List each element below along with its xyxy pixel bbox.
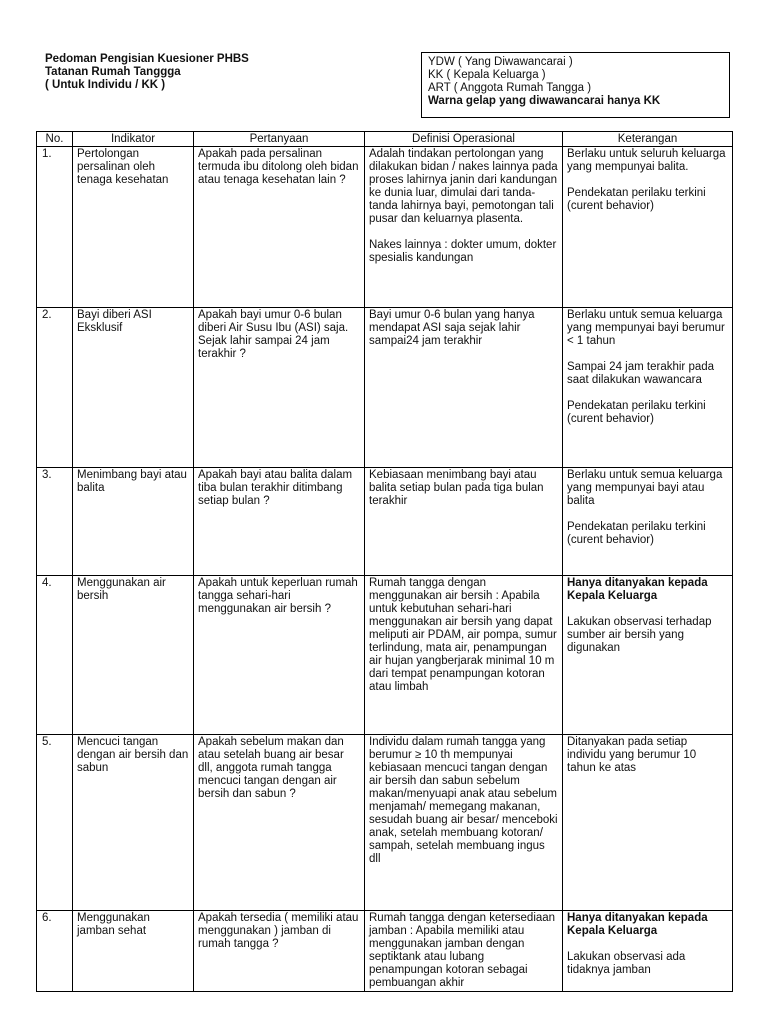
- definisi-paragraph: Adalah tindakan pertolongan yang dilakukan bidan / nakes lainnya pada proses lahirnya janin dari kandungan ke dunia luar, dimulai dari tanda-tanda lahirnya bayi, pemotongan tali pusar dan keluarnya plasenta.: [369, 148, 558, 225]
- definisi-paragraph: Nakes lainnya : dokter umum, dokter spesialis kandungan: [369, 239, 557, 264]
- row-keterangan: [563, 147, 733, 308]
- definisi-paragraph: Individu dalam rumah tangga yang berumur ≥ 10 th mempunyai kebiasaan mencuci tangan dengan air bersih dan sabun sebelum makan/menyuapi anak atau sebelum menjamah/ memegang makanan, sesudah buang air besar/ menceboki anak, setelah membuang kotoran/ sampah, setelah membuang ingus dll: [369, 736, 558, 865]
- keterangan-paragraph: Pendekatan perilaku terkini (curent behavior): [567, 521, 706, 546]
- row-pertanyaan: Apakah untuk keperluan rumah tangga sehari-hari menggunakan air bersih ?: [194, 576, 365, 735]
- row-pertanyaan: Apakah bayi atau balita dalam tiba bulan terakhir ditimbang setiap bulan ?: [194, 468, 365, 576]
- table-row: [37, 735, 733, 911]
- definisi-paragraph: Rumah tangga dengan ketersediaan jamban : Apabila memiliki atau menggunakan jamban dengan septiktank atau lubang penampungan kotoran sebagai pembuangan akhir: [369, 912, 556, 989]
- row-pertanyaan: Apakah tersedia ( memiliki atau menggunakan ) jamban di rumah tangga ?: [194, 911, 365, 992]
- row-indikator: Menimbang bayi atau balita: [73, 468, 194, 576]
- header-subtitle: Tatanan Rumah Tanggga: [45, 66, 181, 78]
- row-indikator: Pertolongan persalinan oleh tenaga kesehatan: [73, 147, 194, 308]
- keterangan-paragraph: Lakukan observasi ada tidaknya jamban: [567, 951, 686, 976]
- row-keterangan: [563, 308, 733, 468]
- column-header-definisi: Definisi Operasional: [365, 132, 563, 147]
- table-row: [37, 468, 733, 576]
- row-definisi: [365, 576, 563, 735]
- row-number: 3.: [37, 468, 73, 576]
- keterangan-paragraph: Berlaku untuk semua keluarga yang mempunyai bayi berumur < 1 tahun: [567, 309, 725, 347]
- header-title: Pedoman Pengisian Kuesioner PHBS: [45, 53, 249, 65]
- legend-note: Warna gelap yang diwawancarai hanya KK: [428, 95, 661, 107]
- column-header-no: No.: [37, 132, 73, 147]
- legend-art: ART ( Anggota Rumah Tangga ): [428, 82, 592, 94]
- table-row: [37, 308, 733, 468]
- row-number: 6.: [37, 911, 73, 992]
- keterangan-paragraph: Berlaku untuk semua keluarga yang mempunyai bayi atau balita: [567, 469, 723, 507]
- keterangan-paragraph: Sampai 24 jam terakhir pada saat dilakukan wawancara: [567, 361, 715, 386]
- row-number: 5.: [37, 735, 73, 911]
- header-scope: ( Untuk Individu / KK ): [45, 79, 166, 91]
- row-definisi: [365, 911, 563, 992]
- legend-ydw: YDW ( Yang Diwawancarai ): [428, 56, 573, 68]
- row-indikator: Mencuci tangan dengan air bersih dan sabun: [73, 735, 194, 911]
- table-row: [37, 576, 733, 735]
- row-indikator: Menggunakan air bersih: [73, 576, 194, 735]
- keterangan-paragraph: Berlaku untuk seluruh keluarga yang mempunyai balita.: [567, 148, 726, 173]
- definisi-paragraph: Rumah tangga dengan menggunakan air bersih : Apabila untuk kebutuhan sehari-hari menggunakan air bersih yang dapat meliputi air PDAM, air pompa, sumur terlindung, mata air, penampungan air hujan yangberjarak minimal 10 m dari tempat penampungan kotoran atau limbah: [369, 577, 557, 693]
- definisi-paragraph: Bayi umur 0-6 bulan yang hanya mendapat ASI saja sejak lahir sampai24 jam terakhir: [369, 309, 535, 347]
- keterangan-emphasis: Hanya ditanyakan kepada Kepala Keluarga: [567, 912, 708, 937]
- column-header-pertanyaan: Pertanyaan: [194, 132, 365, 147]
- document-header: [45, 53, 249, 92]
- column-header-indikator: Indikator: [73, 132, 194, 147]
- row-number: 2.: [37, 308, 73, 468]
- row-keterangan: [563, 576, 733, 735]
- row-number: 1.: [37, 147, 73, 308]
- keterangan-paragraph: Lakukan observasi terhadap sumber air bersih yang digunakan: [567, 616, 712, 654]
- legend-kk: KK ( Kepala Keluarga ): [428, 69, 546, 81]
- row-indikator: Bayi diberi ASI Eksklusif: [73, 308, 194, 468]
- row-definisi: [365, 468, 563, 576]
- row-pertanyaan: Apakah pada persalinan termuda ibu ditolong oleh bidan atau tenaga kesehatan lain ?: [194, 147, 365, 308]
- column-header-keterangan: Keterangan: [563, 132, 733, 147]
- row-pertanyaan: Apakah sebelum makan dan atau setelah buang air besar dll, anggota rumah tangga mencuci tangan dengan air bersih dan sabun ?: [194, 735, 365, 911]
- keterangan-emphasis: Hanya ditanyakan kepada Kepala Keluarga: [567, 577, 708, 602]
- row-definisi: [365, 308, 563, 468]
- row-definisi: [365, 147, 563, 308]
- row-keterangan: [563, 468, 733, 576]
- keterangan-paragraph: Ditanyakan pada setiap individu yang berumur 10 tahun ke atas: [567, 736, 697, 774]
- row-keterangan: [563, 911, 733, 992]
- legend-box: [421, 52, 730, 118]
- keterangan-paragraph: Pendekatan perilaku terkini (curent behavior): [567, 187, 706, 212]
- row-keterangan: [563, 735, 733, 911]
- row-definisi: [365, 735, 563, 911]
- table-row: [37, 911, 733, 992]
- row-pertanyaan: Apakah bayi umur 0-6 bulan diberi Air Susu Ibu (ASI) saja. Sejak lahir sampai 24 jam terakhir ?: [194, 308, 365, 468]
- row-indikator: Menggunakan jamban sehat: [73, 911, 194, 992]
- keterangan-paragraph: Pendekatan perilaku terkini (curent behavior): [567, 400, 706, 425]
- indicator-table: [36, 131, 733, 992]
- table-row: [37, 147, 733, 308]
- table-header-row: [37, 132, 733, 147]
- row-number: 4.: [37, 576, 73, 735]
- definisi-paragraph: Kebiasaan menimbang bayi atau balita setiap bulan pada tiga bulan terakhir: [369, 469, 544, 507]
